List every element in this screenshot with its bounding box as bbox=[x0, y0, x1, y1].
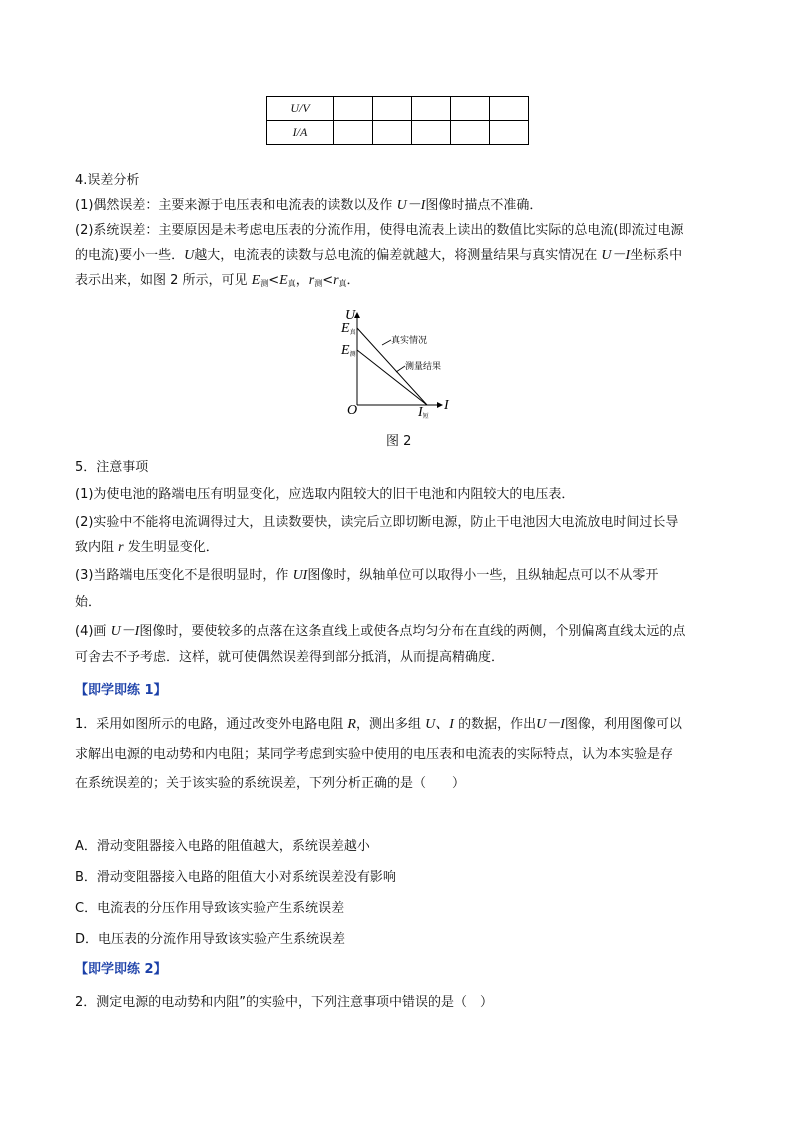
text: ． bbox=[346, 273, 360, 288]
table-cell bbox=[490, 121, 529, 145]
table-cell bbox=[412, 97, 451, 121]
table-row bbox=[267, 97, 529, 121]
var: E bbox=[279, 273, 288, 288]
e-measured-label bbox=[340, 343, 356, 358]
table-cell bbox=[334, 97, 373, 121]
table-cell bbox=[451, 121, 490, 145]
e-true-label bbox=[340, 321, 357, 336]
text: 1．采用如图所示的电路，通过改变外电路电阻 bbox=[75, 717, 344, 732]
var: U－I bbox=[536, 717, 565, 732]
var: U－I bbox=[396, 198, 426, 213]
text: (3)当路端电压变化不是很明显时，作 bbox=[75, 568, 289, 583]
table-cell bbox=[490, 97, 529, 121]
text: 致内阻 bbox=[75, 540, 115, 555]
question-1-line3: 在系统误差的；关于该实验的系统误差，下列分析正确的是（ ） bbox=[75, 776, 466, 791]
note-2-line2 bbox=[75, 535, 725, 560]
subscript: 测 bbox=[349, 352, 356, 358]
var: I bbox=[418, 405, 423, 420]
var: r bbox=[308, 273, 315, 288]
text: 的电流)要小一些． bbox=[75, 248, 185, 263]
text: ，测出多组 bbox=[355, 717, 421, 732]
question-2: 2．测定电源的电动势和内阻”的实验中，下列注意事项中错误的是（ ） bbox=[75, 995, 494, 1010]
table-cell bbox=[373, 121, 412, 145]
note-4-line2: 可舍去不予考虑．这样，就可使偶然误差得到部分抵消，从而提高精确度． bbox=[75, 650, 505, 665]
option-a: A．滑动变阻器接入电路的阻值越大，系统误差越小 bbox=[75, 839, 370, 854]
exercise-2-tag: 【即学即练 2】 bbox=[75, 962, 167, 977]
section-4-item-2-line3 bbox=[75, 268, 725, 296]
subscript: 测 bbox=[260, 279, 269, 288]
table-cell bbox=[373, 97, 412, 121]
measured-line bbox=[357, 350, 427, 405]
text: < bbox=[322, 273, 334, 288]
text: 发生明显变化． bbox=[127, 540, 219, 555]
var: R bbox=[347, 717, 356, 732]
var: U bbox=[184, 248, 195, 263]
var: UI bbox=[292, 568, 308, 583]
text: 越大，电流表的读数与总电流的偏差就越大，将测量结果与真实情况在 bbox=[194, 248, 598, 263]
section-4-item-2-line1: (2)系统误差：主要原因是未考虑电压表的分流作用，使得电流表上读出的数值比实际的总电流(即流过电源 bbox=[75, 223, 684, 238]
note-3-line2: 始． bbox=[75, 595, 102, 610]
row-label-current: I/A bbox=[267, 121, 334, 145]
text: 的数据，作出 bbox=[458, 717, 537, 732]
text: (1)偶然误差：主要来源于电压表和电流表的读数以及作 bbox=[75, 198, 393, 213]
table-cell bbox=[334, 121, 373, 145]
subscript: 真 bbox=[349, 330, 356, 336]
text: 图像时描点不准确． bbox=[425, 198, 543, 213]
axis-i-label: I bbox=[444, 398, 449, 413]
exercise-1-tag: 【即学即练 1】 bbox=[75, 683, 167, 698]
row-label-voltage: U/V bbox=[267, 97, 334, 121]
text: 图像，利用图像可以 bbox=[564, 717, 682, 732]
subscript: 真 bbox=[338, 279, 347, 288]
text: (4)画 bbox=[75, 624, 107, 639]
figure-caption: 图 2 bbox=[386, 434, 412, 449]
option-d: D．电压表的分流作用导致该实验产生系统误差 bbox=[75, 932, 346, 947]
question-1-line2: 求解出电源的电动势和内电阻；某同学考虑到实验中使用的电压表和电流表的实际特点，认为本实验是存 bbox=[75, 747, 674, 762]
note-3-line1 bbox=[75, 563, 725, 588]
table-cell bbox=[451, 97, 490, 121]
i-short-label bbox=[417, 405, 429, 420]
var: U－I bbox=[601, 248, 631, 263]
text: ， bbox=[295, 273, 309, 288]
var: r bbox=[333, 273, 339, 288]
var: U－I bbox=[110, 624, 140, 639]
var: r bbox=[118, 540, 124, 555]
note-4-line1 bbox=[75, 619, 725, 644]
true-line-label: 真实情况 bbox=[391, 336, 428, 346]
section-5-title: 5．注意事项 bbox=[75, 460, 149, 475]
section-4-item-2-line2 bbox=[75, 243, 725, 268]
subscript: 测 bbox=[314, 279, 323, 288]
measured-line-label: 测量结果 bbox=[405, 362, 442, 372]
ui-graph-figure bbox=[330, 305, 460, 425]
text: 图像时，纵轴单位可以取得小一些，且纵轴起点可以不从零开 bbox=[307, 568, 659, 583]
note-2-line1: (2)实验中不能将电流调得过大，且读数要快，读完后立即切断电源，防止干电池因大电流放电时间过长导 bbox=[75, 515, 679, 530]
text: < bbox=[268, 273, 280, 288]
origin-label: O bbox=[347, 403, 358, 418]
leader-true bbox=[382, 340, 391, 345]
var: U、I bbox=[425, 717, 454, 732]
question-1-line1 bbox=[75, 712, 725, 737]
table-cell bbox=[412, 121, 451, 145]
option-c: C．电流表的分压作用导致该实验产生系统误差 bbox=[75, 901, 345, 916]
option-b: B．滑动变阻器接入电路的阻值大小对系统误差没有影响 bbox=[75, 870, 396, 885]
var: E bbox=[251, 273, 261, 288]
var: E bbox=[341, 321, 350, 336]
data-table bbox=[266, 96, 529, 145]
var: E bbox=[341, 343, 350, 358]
section-4-item-1 bbox=[75, 193, 725, 218]
text: 坐标系中 bbox=[630, 248, 683, 263]
axis-u-label: U bbox=[345, 308, 356, 323]
section-4-title: 4.误差分析 bbox=[75, 173, 140, 188]
subscript: 真 bbox=[287, 279, 296, 288]
text: 表示出来，如图 2 所示，可见 bbox=[75, 273, 248, 288]
note-1: (1)为使电池的路端电压有明显变化，应选取内阻较大的旧干电池和内阻较大的电压表． bbox=[75, 487, 575, 502]
table-row bbox=[267, 121, 529, 145]
text: 图像时，要使较多的点落在这条直线上或使各点均匀分布在直线的两侧，个别偏离直线太远的点 bbox=[139, 624, 686, 639]
subscript: 短 bbox=[422, 414, 429, 420]
leader-measured bbox=[396, 366, 405, 372]
